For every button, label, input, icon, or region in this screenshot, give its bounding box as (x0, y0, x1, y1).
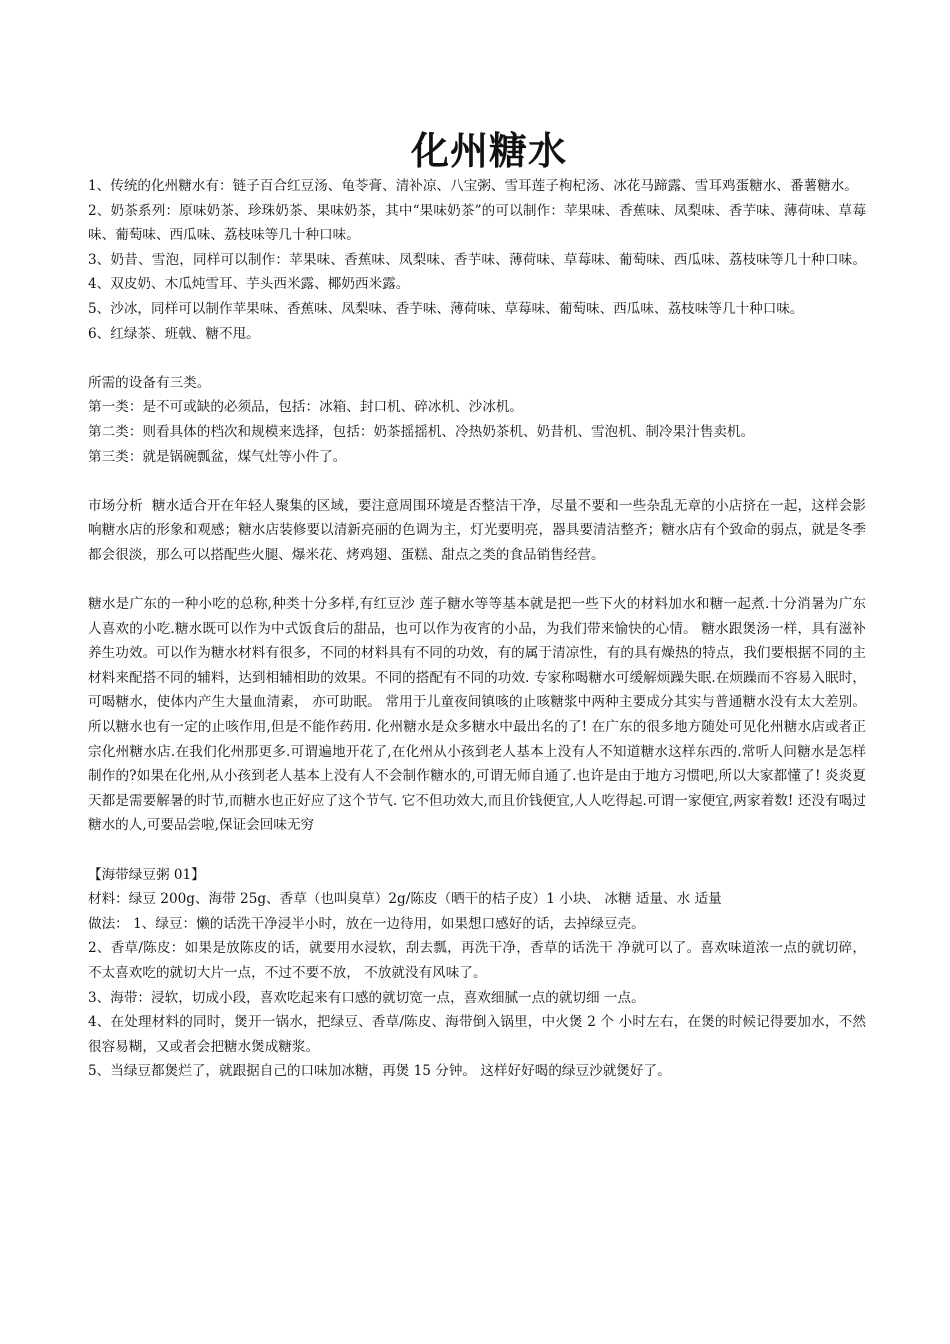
market-analysis-paragraph: 市场分析 糖水适合开在年轻人聚集的区域，要注意周围环境是否整洁干净，尽量不要和一些杂乱无章的小店挤在一起，这样会影响糖水店的形象和观感；糖水店装修要以清新亮丽的色调为主，灯光要明亮，器具要清洁整齐；糖水店有个致命的弱点，就是冬季都会很淡，那么可以搭配些火腿、爆米花、烤鸡翅、蛋糕、甜点之类的食品销售经营。 (88, 497, 866, 563)
recipe-title: 【海带绿豆粥 01】 (88, 866, 205, 883)
paragraph-spacer (88, 469, 866, 494)
menu-item-paragraph: 5、沙冰，同样可以制作苹果味、香蕉味、凤梨味、香芋味、薄荷味、草莓味、葡萄味、西瓜味、荔枝味等几十种口味。 (88, 300, 804, 317)
document-title: 化州糖水 (410, 129, 567, 173)
menu-item-paragraph: 2、奶茶系列：原味奶茶、珍珠奶茶、果味奶茶，其中“果味奶茶”的可以制作：苹果味、香蕉味、凤梨味、香芋味、薄荷味、草莓味、葡萄味、西瓜味、荔枝味等几十种口味。 (88, 202, 866, 244)
recipe-step: 5、当绿豆都煲烂了，就跟据自己的口味加冰糖，再煲 15 分钟。 这样好好喝的绿豆沙就煲好了。 (88, 1063, 671, 1080)
description-paragraph: 糖水是广东的一种小吃的总称,种类十分多样,有红豆沙 莲子糖水等等基本就是把一些下火的材料加水和糖一起煮.十分消暑为广东人喜欢的小吃.糖水既可以作为中式饭食后的甜品，也可以作为夜宵的小品，为我们带来愉快的心情。 糖水跟煲汤一样，具有滋补养生功效。可以作为糖水材料有很多，不同的材料具有不同的功效，有的属于清凉性，有的具有燥热的特点，我们要根据不同的主材料来配搭不同的辅料，达到相辅相助的效果。不同的搭配有不同的功效. 专家称喝糖水可缓解烦躁失眠.在烦躁而不容易入眠时，可喝糖水，使体内产生大量血清素， 亦可助眠。 常用于儿童夜间镇咳的止咳糖浆中两种主要成分其实与普通糖水没有太大差别。所以糖水也有一定的止咳作用,但是不能作药用. 化州糖水是众多糖水中最出名的了! 在广东的很多地方随处可见化州糖水店或者正宗化州糖水店.在我们化州那更多.可谓遍地开花了,在化州从小孩到老人基本上没有人不知道糖水这样东西的.常听人问糖水是怎样制作的?如果在化州,从小孩到老人基本上没有人不会制作糖水的,可谓无师自通了.也许是由于地方习惯吧,所以大家都懂了! 炎炎夏天都是需要解暑的时节,而糖水也正好应了这个节气. 它不但功效大,而且价钱便宜,人人吃得起.可谓一家便宜,两家着数! 还没有喝过糖水的人,可要品尝啦,保证会回味无穷 (88, 596, 866, 834)
paragraph-spacer (88, 346, 866, 371)
menu-item-paragraph: 3、奶昔、雪泡，同样可以制作：苹果味、香蕉味、凤梨味、香芋味、薄荷味、草莓味、葡萄味、西瓜味、荔枝味等几十种口味。 4、双皮奶、木瓜炖雪耳、芋头西米露、椰奶西米露。 (88, 251, 875, 293)
equipment-category: 第一类：是不可或缺的必须品，包括：冰箱、封口机、碎冰机、沙冰机。 (88, 399, 523, 416)
equipment-category: 第三类：就是锅碗瓢盆，煤气灶等小件了。 (88, 448, 347, 465)
paragraph-spacer (88, 568, 866, 593)
equipment-category: 第二类：则看具体的档次和规模来选择，包括：奶茶摇摇机、冷热奶茶机、奶昔机、雪泡机、制冷果汁售卖机。 (88, 423, 755, 440)
document-body (88, 128, 875, 1084)
recipe-step: 4、在处理材料的同时，煲开一锅水，把绿豆、香草/陈皮、海带倒入锅里，中火煲 2 个 小时左右，在煲的时候记得要加水，不然很容易糊，又或者会把糖水煲成糖浆。 (88, 1014, 866, 1055)
menu-item-paragraph: 1、传统的化州糖水有：链子百合红豆汤、龟苓膏、清补凉、八宝粥、雪耳莲子枸杞汤、冰花马蹄露、雪耳鸡蛋糖水、番薯糖水。 (88, 178, 858, 194)
recipe-step: 2、香草/陈皮：如果是放陈皮的话，就要用水浸软，刮去瓢，再洗干净，香草的话洗干 净就可以了。喜欢味道浓一点的就切碎，不太喜欢吃的就切大片一点，不过不要不放， 不放就没有风味了。 (88, 940, 866, 981)
recipe-step: 3、海带：浸软，切成小段，喜欢吃起来有口感的就切宽一点，喜欢细腻一点的就切细 一点。 (88, 989, 645, 1006)
recipe-step: 做法： 1、绿豆：懒的话洗干净浸半小时，放在一边待用，如果想口感好的话，去掉绿豆壳。 (88, 915, 645, 932)
recipe-ingredients: 材料：绿豆 200g、海带 25g、香草（也叫臭草）2g/陈皮（晒干的桔子皮）1 小块、 冰糖 适量、水 适量 (88, 891, 722, 908)
paragraph-spacer (88, 838, 866, 863)
menu-item-paragraph: 6、红绿茶、班戟、糖不甩。 (88, 325, 260, 342)
equipment-intro: 所需的设备有三类。 (88, 374, 211, 391)
